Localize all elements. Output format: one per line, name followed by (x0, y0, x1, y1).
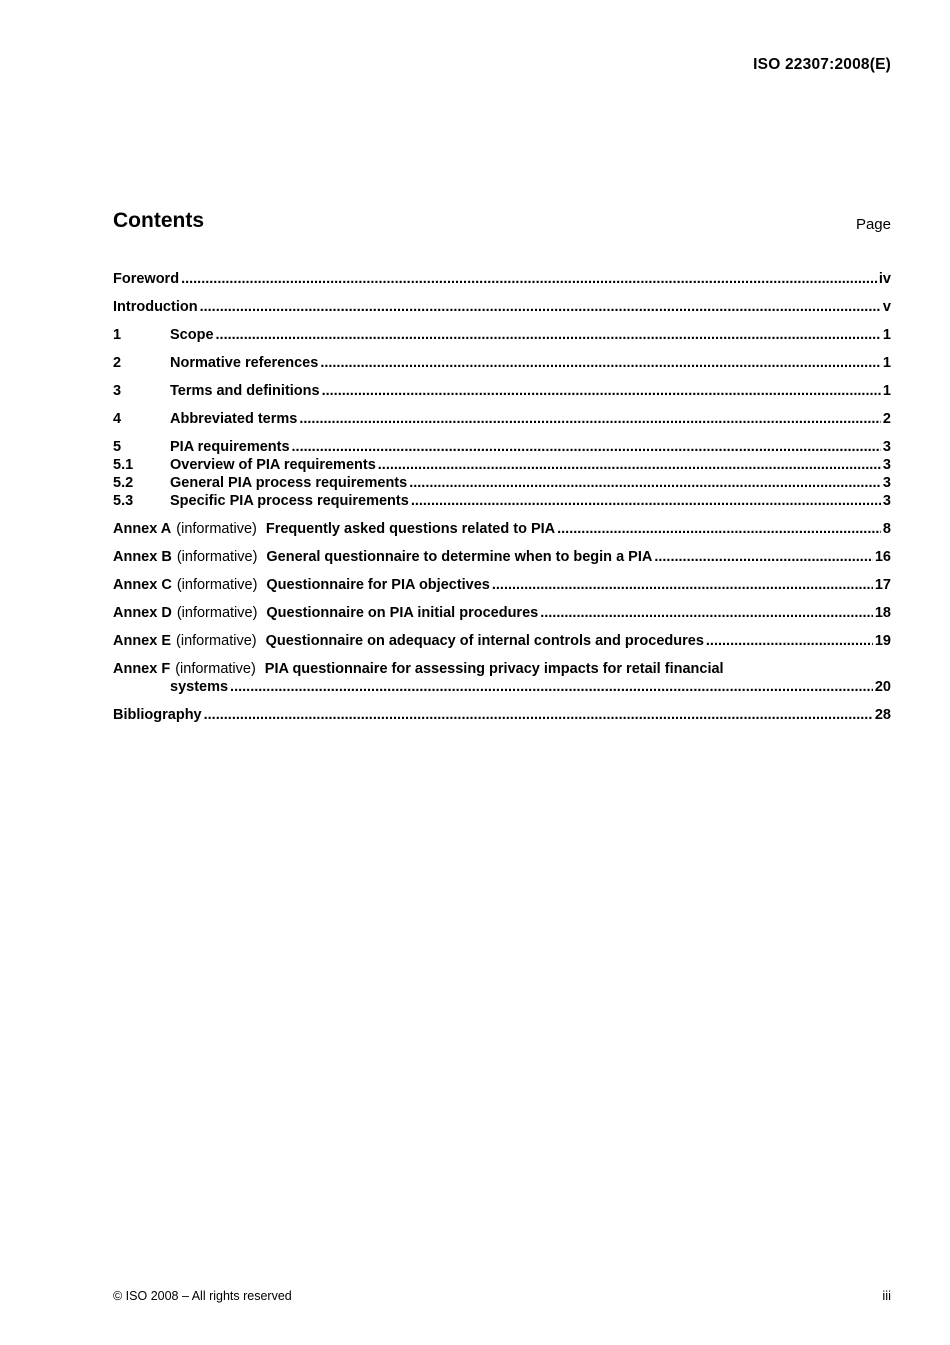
toc-entry-title: Scope (170, 327, 214, 343)
annex-type: (informative) (176, 633, 257, 649)
toc-entry-pia-requirements[interactable] (113, 438, 891, 456)
toc-entry-annex-b[interactable] (113, 548, 891, 566)
contents-title: Contents (113, 209, 204, 232)
toc-entry-page: 19 (874, 633, 891, 649)
toc-entry-page: 3 (882, 457, 891, 473)
toc-entry-page: 16 (874, 549, 891, 565)
toc-entry-scope[interactable] (113, 326, 891, 344)
annex-type: (informative) (175, 661, 256, 677)
toc-entry-page: 28 (874, 707, 891, 723)
toc-entry-title: Normative references (170, 355, 319, 371)
toc-entry-number: 5.1 (113, 457, 134, 473)
toc-entry-title: Introduction (113, 299, 198, 315)
toc-entry-number: 5.3 (113, 493, 134, 509)
annex-type: (informative) (176, 605, 258, 621)
footer-page-number: iii (882, 1288, 891, 1303)
toc-entry-page: v (882, 299, 891, 315)
toc-entry-title: PIA requirements (170, 439, 290, 455)
toc-entry-page: 3 (882, 493, 891, 509)
toc-entry-general-pia-process-requirements[interactable] (113, 474, 891, 492)
annex-label: Annex C (113, 577, 172, 593)
annex-label: Annex F (113, 661, 171, 677)
toc-entry-number: 4 (113, 411, 122, 427)
toc-entry-page: 20 (874, 679, 891, 695)
toc-entry-page: 1 (882, 355, 891, 371)
toc-entry-page: 8 (882, 521, 891, 537)
toc-entry-title: Questionnaire for PIA objectives (266, 577, 490, 593)
toc-entry-number: 1 (113, 327, 122, 343)
toc-entry-introduction[interactable] (113, 298, 891, 316)
toc-entry-annex-c[interactable] (113, 576, 891, 594)
toc-entry-number: 2 (113, 355, 122, 371)
toc-entry-number: 5.2 (113, 475, 134, 491)
dot-leader (409, 474, 881, 492)
toc-entry-page: 17 (874, 577, 891, 593)
toc-entry-title: Terms and definitions (170, 383, 320, 399)
annex-type: (informative) (176, 521, 257, 537)
dot-leader (654, 548, 873, 566)
toc-entry-overview-of-pia-requirements[interactable] (113, 456, 891, 474)
toc-entry-title: Overview of PIA requirements (170, 457, 376, 473)
toc-entry-foreword[interactable] (113, 270, 891, 288)
toc-entry-title: General PIA process requirements (170, 475, 408, 491)
toc-entry-number: 5 (113, 439, 122, 455)
toc-entry-terms-and-definitions[interactable] (113, 382, 891, 400)
toc-entry-annex-d[interactable] (113, 604, 891, 622)
annex-type: (informative) (176, 549, 258, 565)
document-identifier: ISO 22307:2008(E) (753, 56, 891, 73)
toc-entry-title: PIA questionnaire for assessing privacy impacts for retail financial (264, 661, 724, 677)
annex-label: Annex A (113, 521, 172, 537)
annex-label: Annex D (113, 605, 172, 621)
toc-entry-title: General questionnaire to determine when to begin a PIA (266, 549, 653, 565)
toc-entry-page: 18 (874, 605, 891, 621)
dot-leader (706, 632, 873, 650)
dot-leader (411, 492, 881, 510)
table-of-contents (113, 270, 891, 724)
dot-leader (299, 410, 881, 428)
toc-entry-title: Frequently asked questions related to PIA (265, 521, 556, 537)
page-column-label: Page (855, 216, 891, 233)
toc-entry-page: 2 (882, 411, 891, 427)
toc-entry-title: Specific PIA process requirements (170, 493, 409, 509)
toc-header (113, 209, 891, 239)
dot-leader (204, 706, 873, 724)
toc-entry-normative-references[interactable] (113, 354, 891, 372)
toc-entry-title: Questionnaire on adequacy of internal controls and procedures (265, 633, 704, 649)
annex-label: Annex E (113, 633, 172, 649)
dot-leader (200, 298, 881, 316)
toc-entry-title-continued: systems (170, 679, 229, 695)
toc-entry-page: 3 (882, 439, 891, 455)
footer-copyright: © ISO 2008 – All rights reserved (113, 1289, 292, 1303)
dot-leader (230, 678, 873, 696)
dot-leader (492, 576, 873, 594)
dot-leader (378, 456, 881, 474)
toc-entry-page: iv (878, 271, 891, 287)
toc-entry-number: 3 (113, 383, 122, 399)
toc-entry-page: 1 (882, 327, 891, 343)
toc-entry-bibliography[interactable] (113, 706, 891, 724)
dot-leader (557, 520, 881, 538)
annex-type: (informative) (176, 577, 258, 593)
toc-entry-title: Bibliography (113, 707, 202, 723)
toc-entry-page: 3 (882, 475, 891, 491)
dot-leader (292, 438, 881, 456)
toc-entry-specific-pia-process-requirements[interactable] (113, 492, 891, 510)
toc-entry-abbreviated-terms[interactable] (113, 410, 891, 428)
toc-entry-annex-e[interactable] (113, 632, 891, 650)
dot-leader (322, 382, 881, 400)
dot-leader (540, 604, 873, 622)
toc-entry-title: Foreword (113, 271, 180, 287)
toc-entry-page: 1 (882, 383, 891, 399)
dot-leader (181, 270, 877, 288)
dot-leader (216, 326, 881, 344)
toc-entry-title: Abbreviated terms (170, 411, 298, 427)
annex-label: Annex B (113, 549, 172, 565)
toc-entry-title: Questionnaire on PIA initial procedures (266, 605, 539, 621)
toc-entry-annex-a[interactable] (113, 520, 891, 538)
toc-entry-annex-f[interactable] (113, 660, 891, 696)
dot-leader (320, 354, 881, 372)
